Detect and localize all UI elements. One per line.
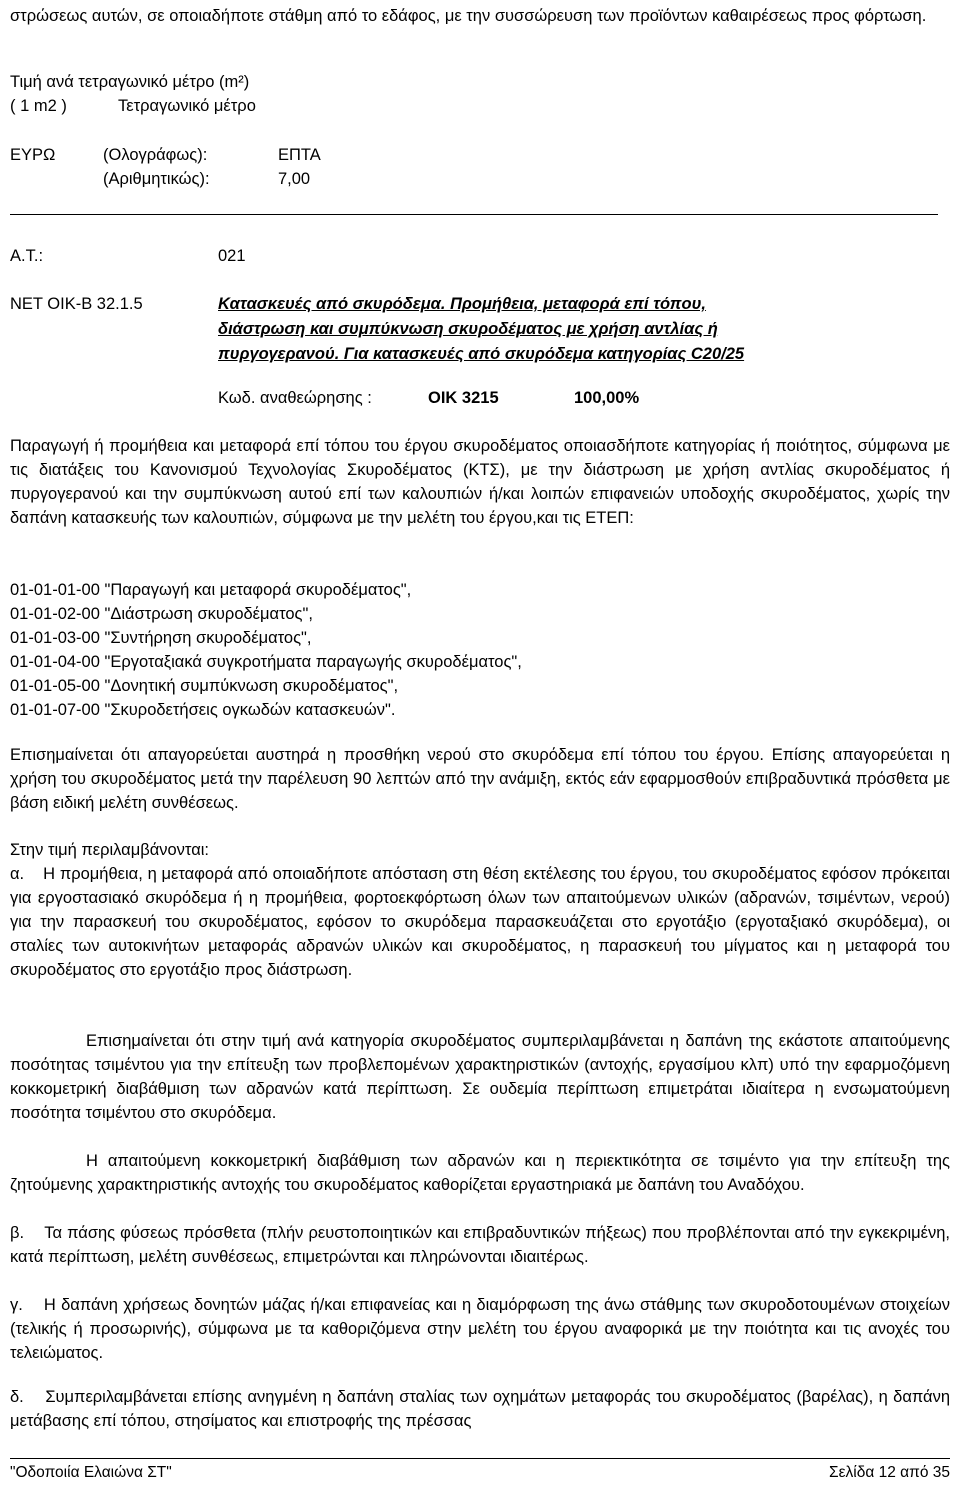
description-paragraph: Παραγωγή ή προμήθεια και μεταφορά επί τόπου του έργου σκυροδέματος οποιασδήποτε κατηγορίας ή ποιότητος, σύμφωνα με τις διατάξεις του Κανονισμού Τεχνολογίας Σκυροδέματος (ΚΤΣ), με την διάστρωση με χρήση αντλίας σκυροδέματος ή πυργογερανού και την συμπύκνωση αυτού επί των καλουπιών ή/και λοιπών επιφανειών υποδοχής σκυροδέματος, χωρίς την δαπάνη κατασκευής των καλουπιών, σύμφωνα με την μελέτη του έργου,και τις ΕΤΕΠ: [10,437,950,527]
revision-percent: 100,00% [574,389,640,407]
etep-item: 01-01-03-00 "Συντήρηση σκυροδέματος", [10,629,312,647]
unit-name: Τετραγωνικό μέτρο [118,97,256,115]
price-heading: Τιμή ανά τετραγωνικό μέτρο (m²) [10,73,250,91]
at-label: Α.Τ.: [10,247,44,265]
item-c: γ. Η δαπάνη χρήσεως δονητών μάζας ή/και επιφανείας και η διαμόρφωση της άνω στάθμης των σκυροδοτουμένων στοιχείων (τελικής ή προσωρινής), σύμφωνα με τα καθοριζόμενα στην μελέτη του έργου αναφορικά με την ποιότητα και τις ανοχές του τελειώματος. [10,1296,950,1362]
item-a-note1: Επισημαίνεται ότι στην τιμή ανά κατηγορία σκυροδέματος συμπεριλαμβάνεται η δαπάνη της εκάστοτε απαιτούμενης ποσότητας τσιμέντου για την επίτευξη των προβλεπομένων χαρακτηριστικών (αντοχής, εργασίμου κλπ) υπό την εφαρμοζόμενη κοκκομετρική διαβάθμιση των αδρανών κατά περίπτωση. Σε ουδεμία περίπτωση επιμετράται ιδιαίτερα η ενσωματούμενη ποσότητα τσιμέντου στο σκυρόδεμα. [10,1032,950,1122]
article-title-line1: Κατασκευές από σκυρόδεμα. Προμήθεια, μεταφορά επί τόπου, [218,295,706,313]
article-title [218,292,744,367]
intro-paragraph: στρώσεως αυτών, σε οποιαδήποτε στάθμη από το εδάφος, με την συσσώρευση των προϊόντων καθαιρέσεως προς φόρτωση. [10,7,927,25]
etep-item: 01-01-07-00 "Σκυροδετήσεις ογκωδών κατασκευών". [10,701,396,719]
currency-label: ΕΥΡΩ [10,146,56,164]
etep-list [10,578,522,722]
words-label: (Ολογράφως): [103,146,208,164]
item-b: β. Τα πάσης φύσεως πρόσθετα (πλήν ρευστοποιητικών και επιβραδυντικών πήξεως) που προβλέπονται από την εγκεκριμένη, κατά περίπτωση, μελέτη συνθέσεως, επιμετρώνται και πληρώνονται ιδιαιτέρως. [10,1224,950,1266]
etep-item: 01-01-05-00 "Δονητική συμπύκνωση σκυροδέματος", [10,677,399,695]
etep-item: 01-01-04-00 "Εργοταξιακά συγκροτήματα παραγωγής σκυροδέματος", [10,653,522,671]
item-d: δ. Συμπεριλαμβάνεται επίσης ανηγμένη η δαπάνη σταλίας των οχημάτων μεταφοράς του σκυροδέματος (βαρέλας), η δαπάνη μετάβασης επί τόπου, στησίματος και επιστροφής της πρέσσας [10,1388,950,1430]
item-a-note2: Η απαιτούμενη κοκκομετρική διαβάθμιση των αδρανών και η περιεκτικότητα σε τσιμέντο για την επίτευξη της ζητούμενης χαρακτηριστικής αντοχής του σκυροδέματος καθορίζεται εργαστηριακά με δαπάνη του Αναδόχου. [10,1152,950,1194]
at-value: 021 [218,247,246,265]
notice-paragraph: Επισημαίνεται ότι απαγορεύεται αυστηρά η προσθήκη νερού στο σκυρόδεμα επί τόπου του έργου. Επίσης απαγορεύεται η χρήση του σκυροδέματος μετά την παρέλευση 90 λεπτών από την ανάμιξη, εκτός εάν εφαρμοσθούν επιβραδυντικά πρόσθετα με βάση ειδική μελέτη συνθέσεως. [10,746,950,812]
words-value: ΕΠΤΑ [278,146,321,164]
revision-label: Κωδ. αναθεώρησης : [218,389,372,407]
separator-line [10,214,938,215]
footer-project: "Οδοποιία Ελαιώνα ΣΤ" [10,1464,172,1481]
numeric-value: 7,00 [278,170,311,188]
article-title-line3: πυργογερανού. Για κατασκευές από σκυρόδεμα κατηγορίας C20/25 [218,345,745,363]
article-title-line2: διάστρωση και συμπύκνωση σκυροδέματος με χρήση αντλίας ή [218,320,718,338]
etep-item: 01-01-02-00 "Διάστρωση σκυροδέματος", [10,605,313,623]
footer-page-number: Σελίδα 12 από 35 [829,1464,950,1481]
numeric-label: (Αριθμητικώς): [103,170,210,188]
item-a: α. Η προμήθεια, η μεταφορά από οποιαδήποτε απόσταση στη θέση εκτέλεσης του έργου, του σκυροδέματος εφόσον πρόκειται για εργοστασιακό σκυρόδεμα ή η προμήθεια, φορτοεκφόρτωση όλων των απαιτούμενων υλικών (αδρανών, τσιμέντων, νερού) για την παρασκευή του σκυροδέματος, εφόσον το σκυρόδεμα παρασκευάζεται στο εργοτάξιο (εργοταξιακό σκυρόδεμα), οι σταλίες των αυτοκινήτων μεταφοράς αδρανών υλικών και σκυροδέματος, η παρασκευή του μίγματος και η μεταφορά του σκυροδέματος στο εργοτάξιο προς διάστρωση. [10,865,950,979]
includes-heading: Στην τιμή περιλαμβάνονται: [10,841,210,859]
unit-code: ( 1 m2 ) [10,97,67,115]
etep-item: 01-01-01-00 "Παραγωγή και μεταφορά σκυροδέματος", [10,581,412,599]
article-code: ΝΕΤ ΟΙΚ-Β 32.1.5 [10,295,143,313]
footer-line [10,1458,950,1459]
revision-code: ΟΙΚ 3215 [428,389,499,407]
